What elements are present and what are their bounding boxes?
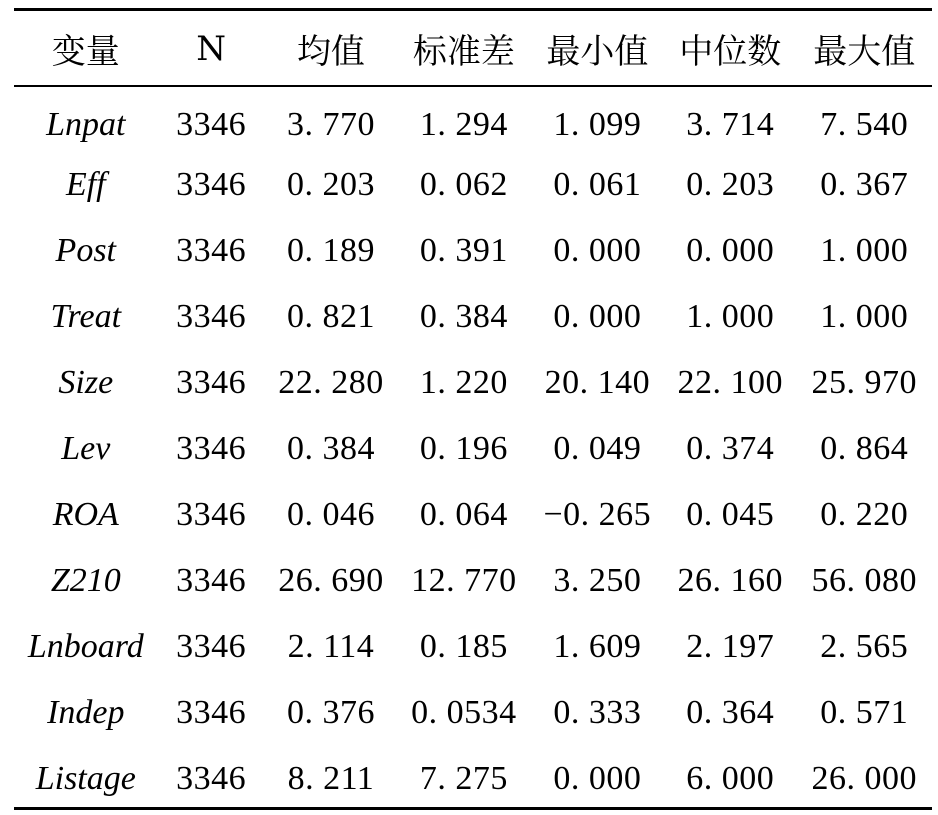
cell-max: 1. 000	[820, 298, 909, 335]
cell-n: 3346	[176, 364, 247, 401]
cell-max: 0. 367	[820, 166, 909, 203]
cell-std: 0. 384	[419, 298, 508, 335]
cell-mean: 0. 046	[286, 496, 375, 533]
cell-median: 0. 374	[686, 430, 775, 467]
cell-mean: 22. 280	[278, 364, 384, 401]
cell-variable: Treat	[50, 298, 122, 335]
table-row	[14, 86, 932, 152]
cell-variable: Lnboard	[27, 628, 144, 665]
cell-n: 3346	[176, 298, 247, 335]
table-row	[14, 284, 932, 350]
cell-median: 0. 203	[686, 166, 775, 203]
stats-table	[14, 8, 932, 812]
cell-median: 1. 000	[686, 298, 775, 335]
cell-std: 12. 770	[411, 562, 517, 599]
cell-n: 3346	[176, 106, 247, 143]
cell-variable: Indep	[47, 694, 125, 731]
cell-n: 3346	[176, 628, 247, 665]
cell-max: 1. 000	[820, 232, 909, 269]
cell-mean: 0. 376	[286, 694, 375, 731]
cell-n: 3346	[176, 430, 247, 467]
cell-variable: Post	[55, 232, 116, 269]
cell-min: 0. 000	[553, 298, 642, 335]
cell-max: 7. 540	[820, 106, 909, 143]
cell-variable: Lev	[61, 430, 111, 467]
cell-max: 0. 571	[820, 694, 909, 731]
cell-std: 0. 196	[419, 430, 508, 467]
cell-std: 0. 391	[419, 232, 508, 269]
table-row	[14, 746, 932, 812]
header-row	[14, 8, 932, 86]
table-row	[14, 350, 932, 416]
header-max: 最大值	[813, 32, 916, 72]
cell-variable: Z210	[50, 562, 121, 599]
cell-min: 1. 099	[553, 106, 642, 143]
cell-min: 0. 000	[553, 760, 642, 797]
cell-min: −0. 265	[543, 496, 652, 533]
table-row	[14, 614, 932, 680]
cell-mean: 3. 770	[286, 106, 375, 143]
cell-median: 26. 160	[677, 562, 784, 599]
cell-n: 3346	[176, 496, 247, 533]
cell-mean: 0. 203	[286, 166, 375, 203]
cell-mean: 0. 821	[286, 298, 375, 335]
cell-max: 2. 565	[820, 628, 909, 665]
table-row	[14, 548, 932, 614]
cell-std: 0. 185	[419, 628, 508, 665]
cell-n: 3346	[176, 562, 247, 599]
cell-n: 3346	[176, 694, 247, 731]
cell-variable: Listage	[35, 760, 136, 797]
cell-n: 3346	[176, 232, 247, 269]
cell-min: 3. 250	[553, 562, 642, 599]
header-median: 中位数	[679, 32, 782, 72]
cell-std: 0. 062	[419, 166, 508, 203]
cell-min: 0. 333	[553, 694, 642, 731]
table-row	[14, 416, 932, 482]
cell-median: 3. 714	[686, 106, 775, 143]
header-std: 标准差	[412, 32, 515, 72]
cell-min: 0. 061	[553, 166, 642, 203]
cell-std: 1. 294	[419, 106, 508, 143]
header-min: 最小值	[546, 32, 649, 72]
table-row	[14, 218, 932, 284]
cell-min: 0. 049	[553, 430, 642, 467]
cell-mean: 0. 384	[286, 430, 375, 467]
table-header	[14, 8, 932, 86]
table-row	[14, 680, 932, 746]
cell-max: 56. 080	[811, 562, 917, 599]
cell-mean: 8. 211	[287, 760, 375, 797]
cell-max: 26. 000	[811, 760, 917, 797]
cell-median: 22. 100	[677, 364, 784, 401]
header-variable: 变量	[51, 32, 120, 72]
cell-max: 25. 970	[811, 364, 917, 401]
cell-mean: 2. 114	[287, 628, 375, 665]
cell-median: 0. 000	[686, 232, 775, 269]
cell-std: 0. 064	[419, 496, 508, 533]
cell-variable: Eff	[65, 166, 106, 203]
cell-mean: 0. 189	[286, 232, 375, 269]
cell-median: 0. 364	[686, 694, 775, 731]
cell-min: 20. 140	[544, 364, 651, 401]
cell-variable: Size	[58, 364, 114, 401]
header-n: N	[196, 28, 227, 69]
cell-std: 0. 0534	[411, 694, 517, 731]
cell-min: 1. 609	[553, 628, 642, 665]
cell-max: 0. 220	[820, 496, 909, 533]
table-row	[14, 482, 932, 548]
cell-median: 0. 045	[686, 496, 775, 533]
cell-min: 0. 000	[553, 232, 642, 269]
cell-variable: ROA	[52, 496, 119, 533]
table-row	[14, 152, 932, 218]
header-mean: 均值	[296, 32, 365, 72]
table-body	[14, 86, 932, 812]
cell-std: 1. 220	[419, 364, 508, 401]
cell-mean: 26. 690	[278, 562, 384, 599]
cell-max: 0. 864	[820, 430, 909, 467]
cell-variable: Lnpat	[46, 106, 126, 143]
cell-n: 3346	[176, 166, 247, 203]
cell-n: 3346	[176, 760, 247, 797]
cell-std: 7. 275	[419, 760, 508, 797]
cell-median: 2. 197	[686, 628, 775, 665]
cell-median: 6. 000	[686, 760, 775, 797]
